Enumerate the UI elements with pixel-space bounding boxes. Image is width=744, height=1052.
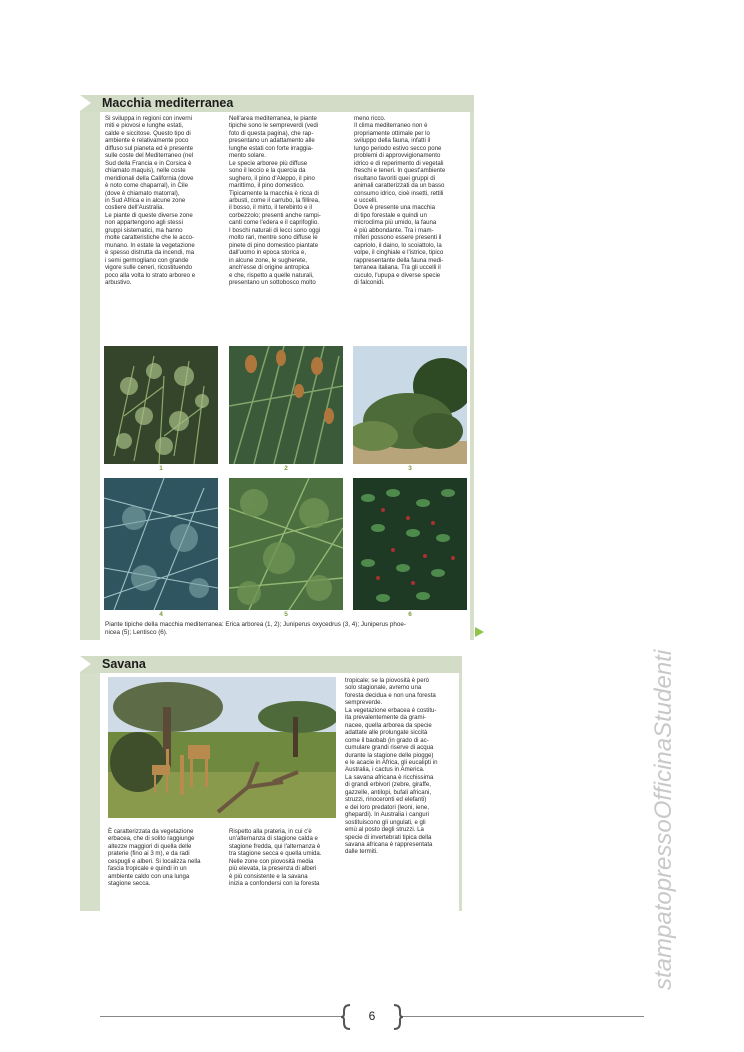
text-column-b: Rispetto alla prateria, in cui c'è un'alternanza di stagione calda e stagione fredda, qui l'alternanza è tra stagione secca e quella umida. Nelle zone con piovosità media più elevata, la presenza di alberi è più consistente e la savana inizia a confondersi con la foresta: [229, 828, 322, 888]
photo-erica-2: [229, 346, 343, 464]
photo-caption: Piante tipiche della macchia mediterranea: Erica arborea (1, 2); Juniperus oxycedrus (3, 4); Juniperus phoe- nicea (5); Lentisco (6).: [105, 621, 407, 637]
side-strip: [80, 673, 100, 911]
side-strip-right: [470, 112, 474, 640]
photo-number: 4: [159, 611, 163, 618]
text-column-right: tropicale; se la piovosità è però solo stagionale, avremo una foresta decidua e non una foresta sempreverde. La vegetazione erbacea è costitu- ita prevalentemente da grami- nacee, quella arborea da specie adattate alle prolungate siccità come il baobab (in grado di ac- cumulare grandi riserve di acqua durante la stagione delle piogge) e le acacie in Africa, gli eucalipti in Australia, i cactus in America. La savana africana è ricchissima di grandi erbivori (zebre, giraffe, gazzelle, antilopi, bufali africani, struzzi, rinoceronti ed elefanti) e dei loro predatori (leoni, iene, ghepardi). In Australia i canguri sostituiscono gli ungulati, e gli emù al posto degli struzzi. La specie di invertebrati tipica della savana africana è rappresentata dalle termiti.: [345, 677, 438, 856]
footer-rule-left: [100, 1016, 342, 1017]
page-number: 6: [368, 1009, 376, 1023]
section-header-macchia: [80, 95, 474, 112]
photo-number: 3: [408, 465, 412, 472]
next-arrow-icon: [475, 627, 484, 637]
text-column-a: È caratterizzata da vegetazione erbacea, che di solito raggiunge altezze maggiori di quella delle praterie (fino ai 3 m), e da radi cespugli e alberi. Si localizza nella fascia tropicale e quindi in un ambiente caldo con una lunga stagione secca.: [108, 828, 201, 888]
photo-number: 5: [284, 611, 288, 618]
section-header-savana: [80, 656, 462, 673]
text-column-1: Si sviluppa in regioni con inverni miti e piovosi e lunghe estati, calde e siccitose. Questo tipo di ambiente è relativamente poco diffuso sul pianeta ed è presente sulle coste del Mediterraneo (nel Sud della Francia e in Corsica è chiamato maquis), nelle coste meridionali della California (dove è noto come chaparral), in Cile (dove è chiamato matorral), in Sud Africa e in alcune zone costiere dell'Australia. Le piante di queste diverse zone non appartengono agli stessi gruppi sistematici, ma hanno molte caratteristiche che le acco- munano. In estate la vegetazione è spesso distrutta da incendi, ma i semi germogliano con grande vigore sulle ceneri, ricostituendo poco alla volta lo strato arboreo e arbustivo.: [105, 115, 196, 286]
text-column-3: meno ricco. Il clima mediterraneo non è propriamente ottimale per lo sviluppo della fauna, infatti il lungo periodo estivo secco pone problemi di approvvigionamento idrico e di reperimento di vegetali freschi e teneri. In quest'ambiente risultano favoriti quei gruppi di animali caratterizzati da un basso consumo idrico, cioè insetti, rettili e uccelli. Dove è presente una macchia di tipo forestale e quindi un microclima più umido, la fauna è più abbondante. Tra i mam- miferi possono essere presenti il capriolo, il daino, lo scoiattolo, la volpe, il cinghiale e l'istrice, tipico rappresentante della fauna medi- terranea italiana. Tra gli uccelli il cuculo, l'upupa e diverse specie di falconidi.: [354, 115, 446, 286]
photo-lentisco-6: [353, 478, 467, 610]
header-arrow-icon: [80, 95, 91, 111]
footer-rule-right: [402, 1016, 644, 1017]
photo-number: 2: [284, 465, 288, 472]
photo-number: 6: [408, 611, 412, 618]
header-arrow-icon: [80, 656, 91, 672]
photo-number: 1: [159, 465, 163, 472]
photo-erica-1: [104, 346, 218, 464]
photo-juniperus-3: [353, 346, 467, 464]
text-column-2: Nell'area mediterranea, le piante tipiche sono le sempreverdi (vedi foto di questa pagina), che rap- presentano un adattamento alle lunghe estati con forte irraggia- mento solare. Le specie arboree più diffuse sono il leccio e la quercia da sughero, il pino d'Aleppo, il pino marittimo, il pino domestico. Tipicamente la macchia è ricca di arbusti, come il carrubo, la fillirea, il bosso, il mirto, il terebinto e il corbezzolo; presenti anche rampi- canti come l'edera e il caprifoglio. I boschi naturali di lecci sono oggi molto rari, mentre sono diffuse le pinete di pino domestico piantate dall'uomo in epoca storica e, in alcune zone, le sugherete, anch'esse di origine antropica e che, rispetto a quelle naturali, presentano un sottobosco molto: [229, 115, 321, 286]
side-strip: [80, 112, 100, 640]
section-title: Macchia mediterranea: [102, 96, 234, 110]
photo-juniperus-5: [229, 478, 343, 610]
photo-juniperus-4: [104, 478, 218, 610]
watermark: stampatopressoOfficinaStudenti: [650, 649, 677, 990]
section-title: Savana: [102, 657, 146, 671]
photo-savanna-giraffes: [108, 677, 336, 818]
